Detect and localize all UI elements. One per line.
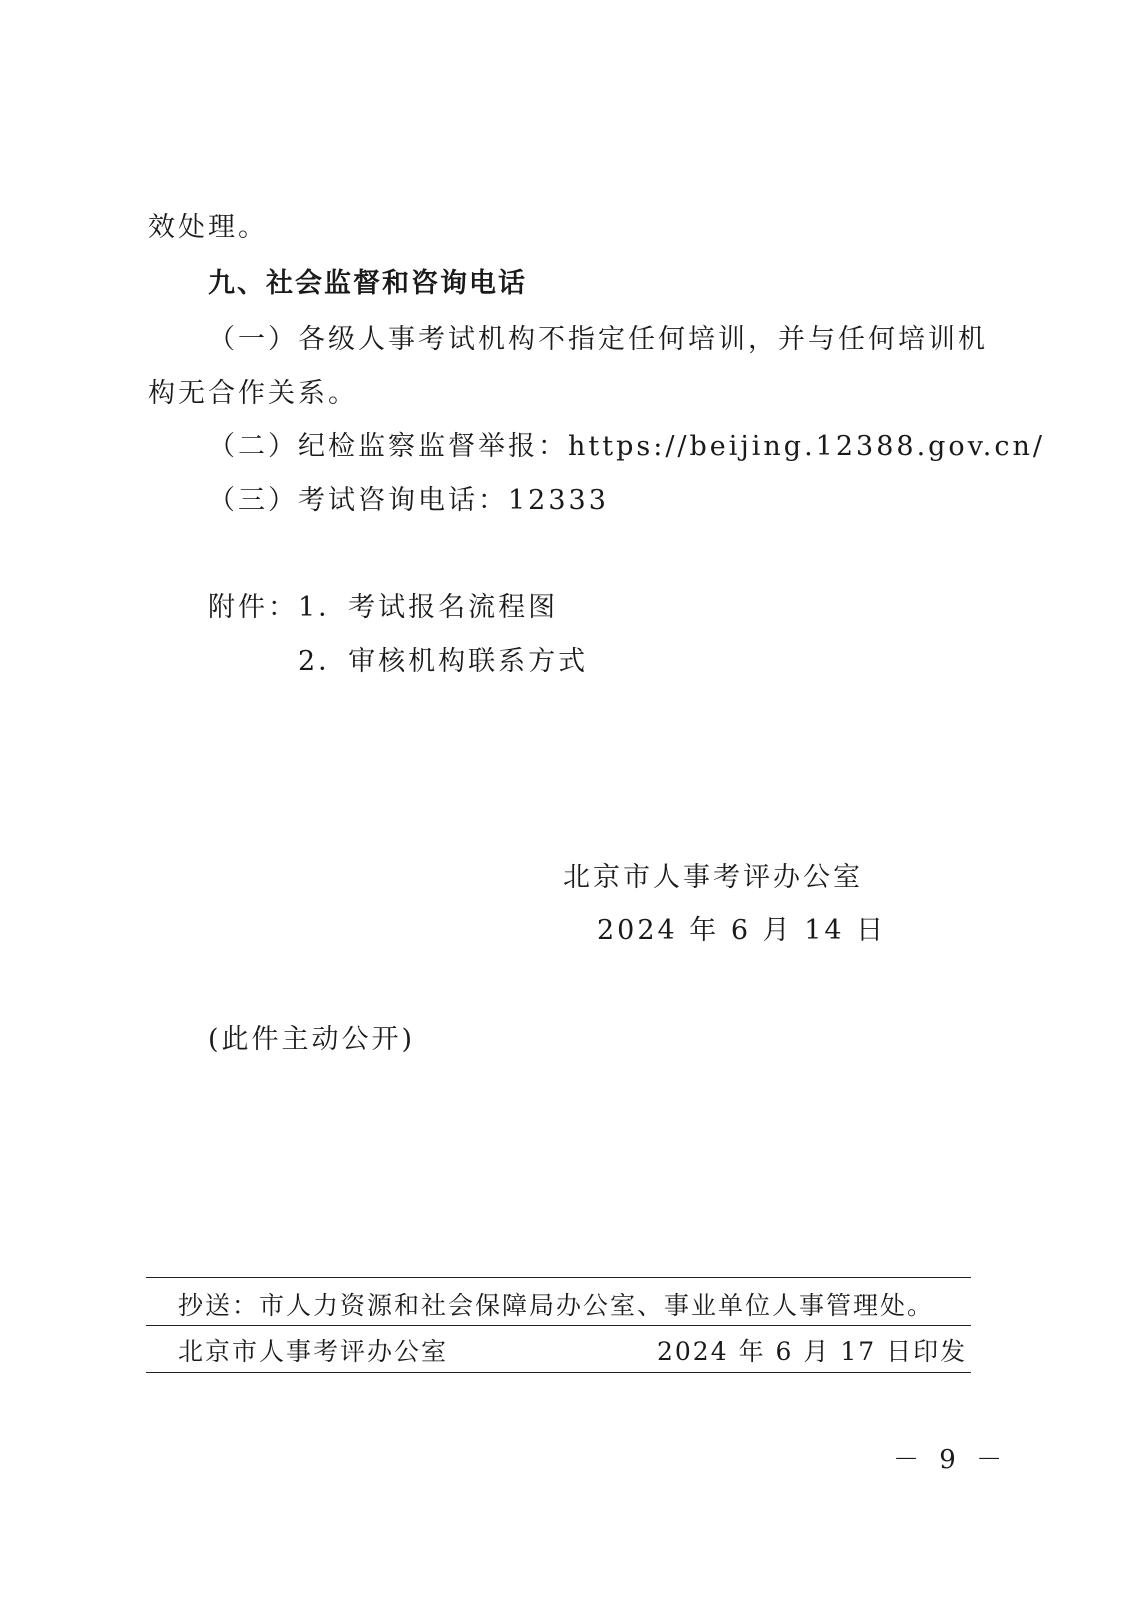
footer-middle-rule: [146, 1325, 971, 1326]
attachment-item: 1．考试报名流程图: [298, 592, 559, 623]
attachment-item: 2．审核机构联系方式: [298, 646, 589, 677]
signature-issuer: 北京市人事考评办公室: [563, 862, 863, 893]
continuation-text: 效处理。: [148, 212, 268, 243]
print-date: 2024 年 6 月 17 日印发: [657, 1337, 968, 1366]
attachments-label: 附件：: [208, 592, 298, 623]
disclosure-note: (此件主动公开): [208, 1024, 416, 1055]
item-3-hotline: （三）考试咨询电话：12333: [208, 485, 609, 516]
section-heading: 九、社会监督和咨询电话: [208, 268, 527, 299]
page-number: － 9 －: [893, 1445, 1009, 1475]
item-1-line-2: 构无合作关系。: [148, 378, 358, 409]
footer-bottom-rule: [146, 1372, 971, 1373]
cc-line: 抄送：市人力资源和社会保障局办公室、事业单位人事管理处。: [178, 1291, 935, 1320]
signature-date: 2024 年 6 月 14 日: [597, 915, 887, 946]
printer-name: 北京市人事考评办公室: [178, 1337, 449, 1366]
item-2-report-link: （二）纪检监察监督举报：https://beijing.12388.gov.cn/: [208, 431, 1045, 462]
item-1-line-1: （一）各级人事考试机构不指定任何培训，并与任何培训机: [208, 324, 988, 355]
footer-top-rule: [146, 1277, 971, 1278]
